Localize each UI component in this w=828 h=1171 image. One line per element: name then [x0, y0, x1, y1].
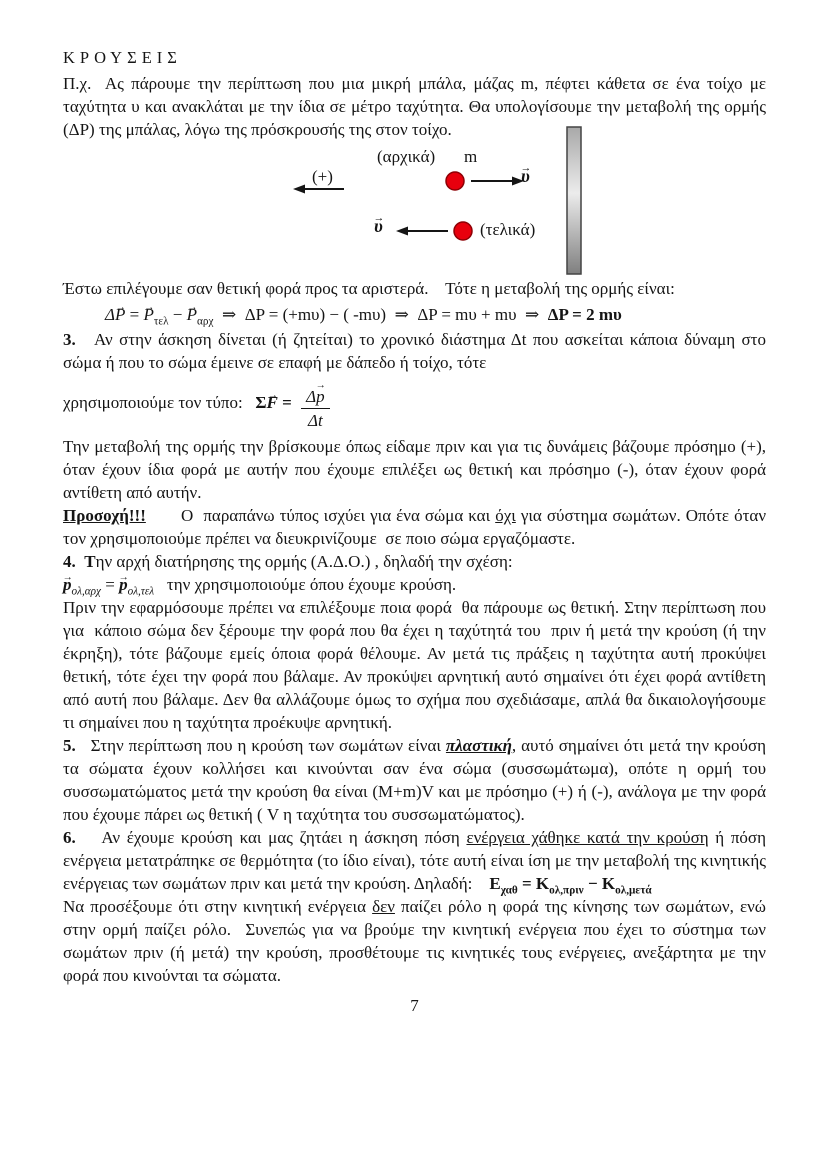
intro-paragraph: Π.χ. Ας πάρουμε την περίπτωση που μια μικρή μπάλα, μάζας m, πέφτει κάθετα σε ένα τοίχο με ταχύτητα υ και ανακλάται με την ίδια σε μέτρο ταχύτητα. Θα υπολογίσουμε την μεταβολή της ορμής (ΔΡ) της μπάλας, λόγω της πρόσκρουσής της στον τοίχο. [63, 74, 766, 139]
item-6-paragraph: 6. Αν έχουμε κρούση και μας ζητάει η άσκηση πόση ενέργεια χάθηκε κατά την κρούση ή πόση ενέργεια μετατράπηκε σε θερμότητα (το ίδιο είναι), τότε αυτή είναι ίση με την μεταβολή της κινητικής ενέργειας των σωμάτων πριν και μετά την κρούση. Δηλαδή: $E_{\chi\alpha\theta} = K_{o\lambda,\pi\rho\iota\nu} - K_{o\lambda,\mu\varepsilon\tau ά}$ [63, 828, 766, 897]
kinetic-energy-note-paragraph: Να προσέξουμε ότι στην κινητική ενέργεια δεν παίζει ρόλο η φορά της κίνησης των σωμάτων, ενώ στην ορμή παίζει ρόλο. Συνεπώς για να βρούμε την κινητική ενέργεια που έχει το σύστημα των σωμάτων πριν (ή μετά) την κρούση, προσθέτουμε τις κινητικές τους ενέργειες, ανεξάρτητα με την φορά που κινούνται τα σώματα. [63, 897, 766, 986]
direction-choice-paragraph: Πριν την εφαρμόσουμε πρέπει να επιλέξουμε ποια φορά θα πάρουμε ως θετική. Στην περίπτωση που για κάποιο σώμα δεν ξέρουμε την φορά που θα έχει η ταχύτητά του πριν ή μετά την κρούση (ή την έκρηξη), τότε βάζουμε εμείς όποια φορά θέλουμε. Αν μετά τις πράξεις η ταχύτητα αυτή προκύψει θετική, τότε έχει την φορά που βάλαμε. Αν προκύψει αρνητική αυτό σημαίνει ότι έχει φορά αντίθετη από αυτή που βάλαμε. Δεν θα αλλάζουμε όμως το σχήμα που σχεδιάσαμε, απλά θα δικαιολογήσουμε τι σημαίνει που η ταχύτητα προέκυψε αρνητική. [63, 598, 766, 733]
initial-velocity-arrow-icon [471, 177, 524, 186]
item-4-paragraph: 4. Την αρχή διατήρησης της ορμής (Α.Δ.Ο.) , δηλαδή την σχέση: [63, 552, 513, 572]
collision-diagram [63, 125, 766, 277]
initial-state-label: (αρχικά) [377, 147, 436, 166]
ball-final [454, 222, 472, 240]
item-5-paragraph: 5. Στην περίπτωση που η κρούση των σωμάτων είναι πλαστική, αυτό σημαίνει ότι μετά την κρούση τα σώματα έχουν κολλήσει και κινούνται σαν ένα σώμα (συσσωμάτωμα), οπότε η ορμή του συσσωματώματος μετά την κρούση θα είναι (M+m)V και με πρόσημο (+) ή (-), ανάλογα με την φορά που έχουμε πάρει ως θετική ( V η ταχύτητα του συσσωματώματος). [63, 736, 767, 825]
final-state-label: (τελικά) [480, 220, 536, 239]
item-3-paragraph: 3. Αν στην άσκηση δίνεται (ή ζητείται) το χρονικό διάστημα Δt που ασκείται κάποια δύναμη στο σώμα ή που το σώμα έμεινε σε επαφή με δάπεδο ή τοίχο, τότε [63, 330, 766, 372]
mass-label: m [464, 147, 478, 166]
momentum-intro-paragraph: Έστω επιλέγουμε σαν θετική φορά προς τα αριστερά. Τότε η μεταβολή της ορμής είναι: [63, 279, 675, 298]
final-velocity-arrow-icon [396, 227, 448, 236]
impulse-formula: χρησιμοποιούμε τον τύπο: ΣF → = $\frac{\Delta p \to}{\Delta t}$ [63, 378, 766, 430]
momentum-change-formula: ΔP → = $P \to_{\tau\varepsilon\lambda} - P \to_{\alpha\rho\chi}$ ⇒ ΔP = (+mυ) − ( -mυ) ⇒ ΔP = mυ + mυ ⇒ ΔP = 2 mυ [63, 303, 766, 326]
warning-paragraph: Προσοχή!!! Ο παραπάνω τύπος ισχύει για ένα σώμα και όχι για σύστημα σωμάτων. Οπότε όταν τον χρησιμοποιούμε πρέπει να διευκρινίζουμε σε ποιο σώμα εργαζόμαστε. [63, 506, 766, 549]
page-title: ΚΡΟΥΣΕΙΣ [63, 48, 182, 67]
ball-initial [446, 172, 464, 190]
momentum-conservation-line: $p \to_{o\lambda,\alpha\rho\chi} = p \to_{o\lambda,\tau\varepsilon\lambda}$ την χρησιμοποιούμε όπου έχουμε κρούση. [63, 573, 766, 596]
forces-sign-paragraph: Την μεταβολή της ορμής την βρίσκουμε όπως είδαμε πριν και για τις δυνάμεις βάζουμε πρόσημο (+), όταν έχουν ίδια φορά με αυτήν που έχουμε επιλέξει ως θετική και πρόσημο (-), όταν έχουν φορά αντίθετη από αυτήν. [63, 437, 766, 503]
final-velocity-label: υ → [374, 215, 383, 238]
page-number: 7 [410, 996, 419, 1016]
initial-velocity-label: υ → [521, 165, 530, 188]
positive-direction-label: (+) [310, 165, 335, 189]
wall [567, 127, 581, 274]
